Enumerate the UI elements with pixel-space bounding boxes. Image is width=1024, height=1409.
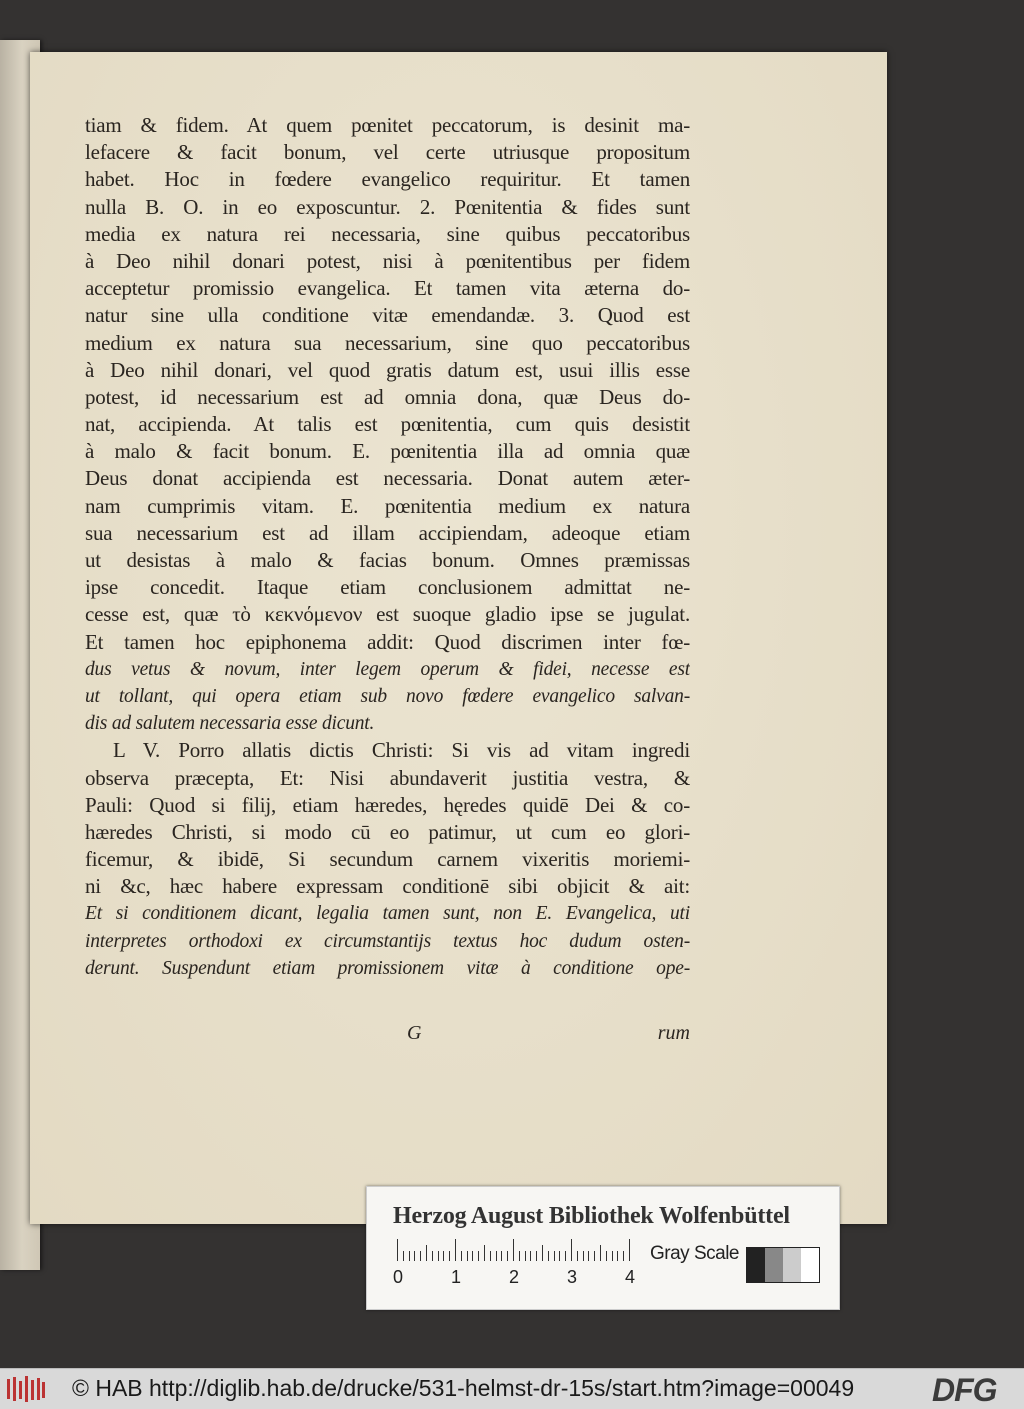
gray-swatch [801,1248,819,1282]
text-line: L V. Porro allatis dictis Christi: Si vis ad vitam ingredi [113,738,690,763]
ruler-tick [617,1251,618,1261]
ruler-tick [612,1251,613,1261]
ruler-tick [496,1251,497,1261]
ruler-tick [583,1251,584,1261]
gray-scale-label: Gray Scale [650,1243,739,1264]
ruler-tick [536,1251,537,1261]
page-footer [85,1022,690,1050]
text-line: observa præcepta, Et: Nisi abundaverit justitia vestra, & [85,765,690,790]
ruler-tick [484,1245,485,1261]
ruler-number: 3 [567,1267,578,1287]
text-line: Pauli: Quod si filij, etiam hæredes, hęredes quidē Dei & co- [85,792,690,817]
library-name: Herzog August Bibliothek Wolfenbüttel [393,1203,790,1229]
text-line: potest, id necessarium est ad omnia dona, quæ Deus do- [85,384,690,409]
signature-mark: G [407,1022,422,1044]
ruler-tick [519,1251,520,1261]
text-line: nam cumprimis vitam. E. pœnitentia medium ex natura [85,493,690,518]
text-line: medium ex natura sua necessarium, sine quo peccatoribus [85,330,690,355]
ruler-number: 4 [625,1267,636,1287]
page-text [85,112,690,982]
ruler-tick [559,1251,560,1261]
text-line: derunt. Suspendunt etiam promissionem vitæ à conditione ope- [85,957,690,979]
ruler-tick [432,1251,433,1261]
gray-swatch [765,1248,783,1282]
text-line: tiam & fidem. At quem pœnitet peccatorum, is desinit ma- [85,113,690,137]
ruler-tick [600,1245,601,1261]
viewer-footer-bar [0,1368,1024,1409]
ruler-tick [577,1251,578,1261]
text-line: ut desistas à malo & facias bonum. Omnes præmissas [85,548,690,572]
text-line: natur sine ulla conditione vitæ emendandæ. 3. Quod est [85,303,690,328]
ruler-tick [554,1251,555,1261]
ruler-tick [513,1239,514,1261]
text-line: ni &c, hæc habere expressam conditionē sibi objicit & ait: [85,874,690,899]
ruler-tick [426,1245,427,1261]
ruler-number: 0 [393,1267,404,1287]
ruler-tick [588,1251,589,1261]
text-line: ut tollant, qui opera etiam sub novo fœdere evangelico salvan- [85,685,690,707]
ruler-tick [414,1251,415,1261]
ruler-tick [403,1251,404,1261]
text-line: habet. Hoc in fœdere evangelico requiritur. Et tamen [85,167,690,192]
text-line: Deus donat accipienda est necessaria. Donat autem æter- [85,466,690,491]
text-line: sua necessarium est ad illam accipiendam, adeoque etiam [85,520,690,545]
ruler-tick [490,1251,491,1261]
text-line: Et tamen hoc epiphonema addit: Quod discrimen inter fœ- [85,629,690,654]
ruler-tick [571,1239,572,1261]
text-line: cesse est, quæ τὸ κεκνόμενον est suoque gladio ipse se jugulat. [85,602,690,627]
text-line: ipse concedit. Itaque etiam conclusionem admittat ne- [85,575,690,600]
ruler-tick [501,1251,502,1261]
gray-swatch [783,1248,801,1282]
source-url-link[interactable]: © HAB http://diglib.hab.de/drucke/531-helmst-dr-15s/start.htm?image=00049 [72,1375,855,1401]
library-color-chart-label [366,1186,840,1310]
ruler-tick [409,1251,410,1261]
dfg-logo: DFG [932,1372,997,1408]
ruler-tick [455,1239,456,1261]
text-line: dis ad salutem necessaria esse dicunt. [85,713,375,735]
ruler-tick [548,1251,549,1261]
ruler-tick [594,1251,595,1261]
text-line: media ex natura rei necessaria, sine quibus peccatoribus [85,221,690,246]
text-line: nat, accipienda. At talis est pœnitentia, cum quis desistit [85,412,690,437]
ruler-tick [472,1251,473,1261]
ruler-tick [397,1239,398,1261]
ruler-tick [606,1251,607,1261]
hab-logo-icon [6,1375,46,1403]
gray-scale-swatches [746,1247,820,1283]
text-line: hæredes Christi, si modo cū eo patimur, ut cum eo glori- [85,819,690,844]
ruler-tick [565,1251,566,1261]
ruler-tick [525,1251,526,1261]
ruler-tick [461,1251,462,1261]
text-line: acceptetur promissio evangelica. Et tamen vita æterna do- [85,276,690,301]
ruler-tick [530,1251,531,1261]
ruler [393,1239,637,1287]
text-line: ficemur, & ibidē, Si secundum carnem vixeritis moriemi- [85,847,690,872]
text-line: nulla B. O. in eo exposcuntur. 2. Pœnitentia & fides sunt [85,194,690,219]
text-line: lefacere & facit bonum, vel certe utriusque propositum [85,140,690,165]
text-line: Et si conditionem dicant, legalia tamen sunt, non E. Evangelica, uti [85,903,690,925]
ruler-tick [443,1251,444,1261]
text-line: à Deo nihil donari, vel quod gratis datum est, usui illis esse [85,357,690,382]
ruler-number: 1 [451,1267,462,1287]
ruler-tick [507,1251,508,1261]
text-line: à Deo nihil donari potest, nisi à pœnitentibus per fidem [85,248,690,273]
gray-swatch [747,1248,765,1282]
ruler-tick [420,1251,421,1261]
ruler-tick [623,1251,624,1261]
ruler-tick [542,1245,543,1261]
ruler-tick [438,1251,439,1261]
ruler-tick [467,1251,468,1261]
text-line: dus vetus & novum, inter legem operum & fidei, necesse est [85,658,690,680]
ruler-tick [629,1239,630,1261]
text-line: à malo & facit bonum. E. pœnitentia illa ad omnia quæ [85,439,690,464]
ruler-tick [478,1251,479,1261]
ruler-number: 2 [509,1267,520,1287]
text-line: interpretes orthodoxi ex circumstantijs textus hoc dudum osten- [85,930,690,952]
catchword: rum [657,1022,690,1044]
ruler-tick [449,1251,450,1261]
